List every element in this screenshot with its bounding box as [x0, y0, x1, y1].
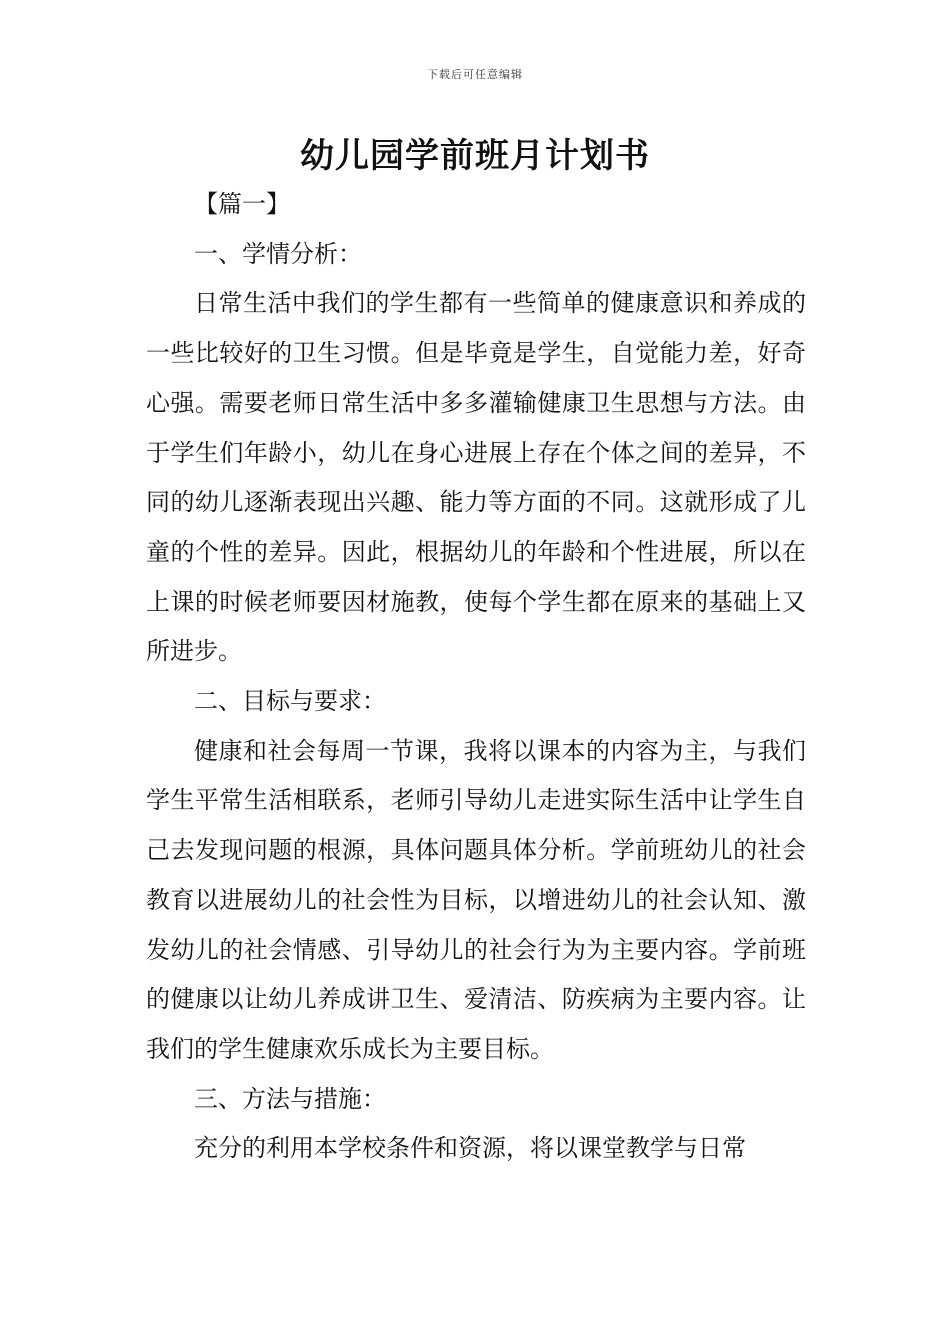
- section-heading-1: 一、学情分析：: [194, 239, 362, 268]
- document-body: [146, 180, 806, 1174]
- document-title: 幼儿园学前班月计划书: [300, 136, 650, 176]
- header-note: 下载后可任意编辑: [427, 68, 523, 81]
- section-heading-3: 三、方法与措施：: [194, 1084, 386, 1113]
- part-label: 【篇一】: [194, 190, 290, 218]
- section-heading-2: 二、目标与要求：: [194, 687, 386, 716]
- section-paragraph-3: 充分的利用本学校条件和资源，将以课堂教学与日常: [194, 1134, 746, 1163]
- section-paragraph-1: 日常生活中我们的学生都有一些简单的健康意识和养成的一些比较好的卫生习惯。但是毕竟是学生，自觉能力差，好奇心强。需要老师日常生活中多多灌输健康卫生思想与方法。由于学生们年龄小，幼儿在身心进展上存在个体之间的差异，不同的幼儿逐渐表现出兴趣、能力等方面的不同。这就形成了儿童的个性的差异。因此，根据幼儿的年龄和个性进展，所以在上课的时候老师要因材施教，使每个学生都在原来的基础上又所进步。: [146, 289, 806, 666]
- section-paragraph-2: 健康和社会每周一节课，我将以课本的内容为主，与我们学生平常生活相联系，老师引导幼儿走进实际生活中让学生自己去发现问题的根源，具体问题具体分析。学前班幼儿的社会教育以进展幼儿的社会性为目标，以增进幼儿的社会认知、激发幼儿的社会情感、引导幼儿的社会行为为主要内容。学前班的健康以让幼儿养成讲卫生、爱清洁、防疾病为主要内容。让我们的学生健康欢乐成长为主要目标。: [146, 736, 806, 1063]
